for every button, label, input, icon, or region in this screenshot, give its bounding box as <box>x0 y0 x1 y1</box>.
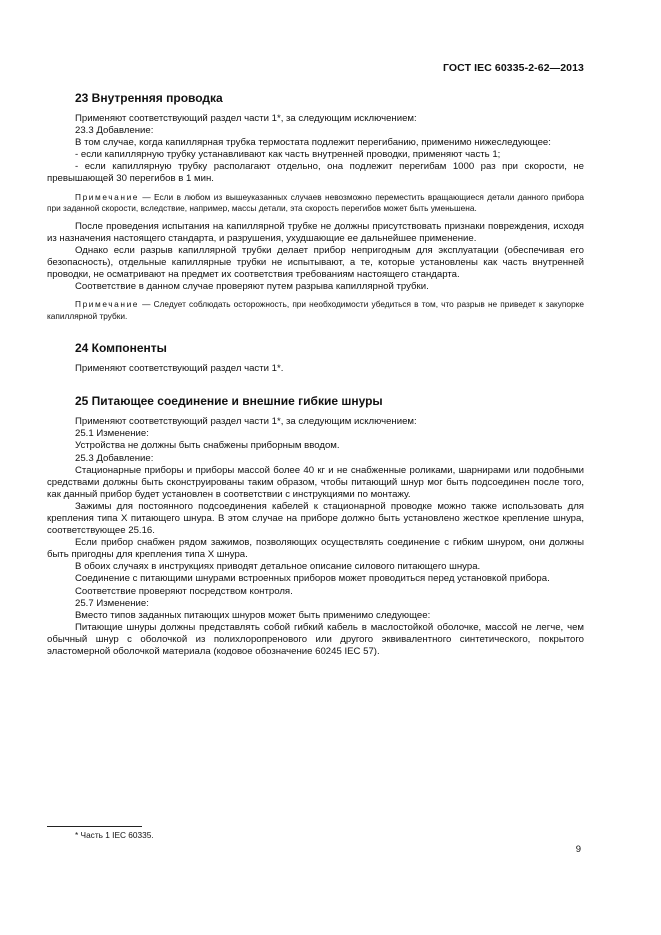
paragraph: Соответствие проверяют посредством контроля. <box>75 585 293 597</box>
paragraph: Стационарные приборы и приборы массой более 40 кг и не снабженные роликами, шарнирами или подобными средствами должны быть сконструированы таким образом, чтобы питающий шнур мог быть подсоединен после того, как данный прибор будет установлен в соответствии с инструкциями по монтажу. <box>47 464 584 500</box>
note-text: — Если в любом из вышеуказанных случаев невозможно переместить вращающиеся детали данного прибора при заданной скорости, вследствие, например, массы детали, эта скорость перегибов может быть уменьшена. <box>47 191 584 214</box>
section-23 <box>47 90 584 322</box>
clause-heading: 23.3 Добавление: <box>75 125 154 137</box>
section-25-title: 25 Питающее соединение и внешние гибкие шнуры <box>75 394 383 409</box>
list-item: - если капиллярную трубку устанавливают как часть внутренней проводки, применяют часть 1; <box>75 149 501 161</box>
section-23-title: 23 Внутренняя проводка <box>75 91 223 105</box>
section-25 <box>47 393 584 658</box>
footnote: * Часть 1 IEC 60335. <box>75 830 154 840</box>
paragraph: Соответствие в данном случае проверяют путем разрыва капиллярной трубки. <box>75 281 429 293</box>
note-label: Примечание <box>75 299 140 310</box>
paragraph: Однако если разрыв капиллярной трубки делает прибор непригодным для эксплуатации (обеспечивая его безопасность), отдельные капиллярные трубки не испытывают, а те, которые установлены как часть внутренней проводки, не осматривают на предмет их соответствия требованиям настоящего стандарта. <box>47 244 584 280</box>
note <box>47 299 584 322</box>
paragraph: Устройства не должны быть снабжены приборным вводом. <box>75 440 340 452</box>
paragraph: Соединение с питающими шнурами встроенных приборов может проводиться перед установкой прибора. <box>75 573 550 585</box>
paragraph: В том случае, когда капиллярная трубка термостата подлежит перегибанию, применимо нижеследующее: <box>75 137 551 149</box>
paragraph: Применяют соответствующий раздел части 1*. <box>75 363 284 375</box>
paragraph: Если прибор снабжен рядом зажимов, позволяющих осуществлять соединение с гибким шнуром, они должны быть пригодны для крепления типа X шнура. <box>47 537 584 561</box>
paragraph: Применяют соответствующий раздел части 1*, за следующим исключением: <box>75 113 417 124</box>
paragraph: После проведения испытания на капиллярной трубке не должны присутствовать признаки повреждения, исходя из назначения настоящего стандарта, и разрушения, ухудшающие ее дальнейшее применение. <box>47 220 584 244</box>
paragraph: В обоих случаях в инструкциях приводят детальное описание силового питающего шнура. <box>75 561 481 573</box>
paragraph: Зажимы для постоянного подсоединения кабелей к стационарной проводке можно также использовать для крепления типа X питающего шнура. В этом случае на приборе должно быть установлено жесткое крепление шнура, соответствующее 25.16. <box>47 500 584 537</box>
document-code-header: ГОСТ IEC 60335-2-62—2013 <box>442 62 584 74</box>
note-text: — Следует соблюдать осторожность, при необходимости убедиться в том, что разрыв не приведет к закупорке капиллярной трубки. <box>47 299 584 321</box>
clause-heading: 25.1 Изменение: <box>75 428 149 440</box>
note <box>47 192 584 215</box>
paragraph: Вместо типов заданных питающих шнуров может быть применимо следующее: <box>75 609 431 621</box>
paragraph: Применяют соответствующий раздел части 1*, за следующим исключением: <box>75 416 417 428</box>
footnote-divider <box>47 826 142 827</box>
page-content <box>47 90 584 658</box>
section-24 <box>47 340 584 375</box>
paragraph: Питающие шнуры должны представлять собой гибкий кабель в маслостойкой оболочке, массой не легче, чем обычный шнур с оболочкой из полихлоропренового или другого эквивалентного синтетического, покрытого эластомерной оболочкой материала (кодовое обозначение 60245 IEC 57). <box>47 621 584 657</box>
page-number: 9 <box>575 844 581 855</box>
clause-heading: 25.7 Изменение: <box>75 597 149 609</box>
note-label: Примечание <box>75 191 140 202</box>
section-24-title: 24 Компоненты <box>75 341 167 356</box>
clause-heading: 25.3 Добавление: <box>75 452 154 464</box>
list-item: - если капиллярную трубку располагают отдельно, она подлежит перегибам 1000 раз при скорости, не превышающей 30 перегибов в 1 мин. <box>47 161 584 185</box>
